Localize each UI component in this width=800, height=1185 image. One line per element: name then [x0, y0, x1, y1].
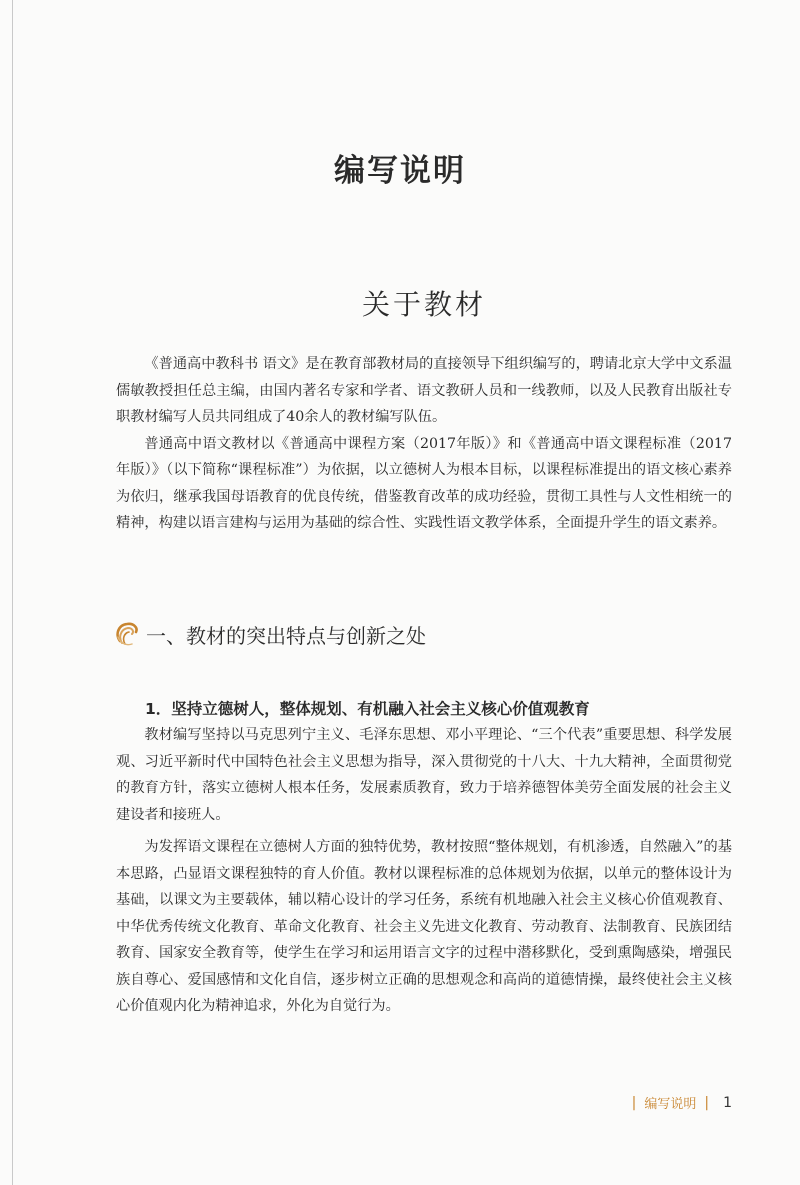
section-subheading: 1．坚持立德树人，整体规划、有机融入社会主义核心价值观教育: [145, 700, 590, 718]
page-title: 编写说明: [334, 153, 466, 189]
footer-separator: |: [704, 1094, 710, 1111]
intro-text: [116, 351, 732, 537]
swirl-icon: [112, 619, 142, 649]
footer-separator: |: [631, 1094, 637, 1111]
page-footer: [624, 1093, 732, 1112]
page-number: 1: [723, 1094, 732, 1111]
section-body: [116, 722, 732, 1020]
section-paragraph: 教材编写坚持以马克思列宁主义、毛泽东思想、邓小平理论、“三个代表”重要思想、科学发展观、习近平新时代中国特色社会主义思想为指导，深入贯彻党的十八大、十九大精神，全面贯彻党的教育方针，落实立德树人根本任务，发展素质教育，致力于培养德智体美劳全面发展的社会主义建设者和接班人。: [116, 727, 732, 823]
footer-label: 编写说明: [644, 1097, 697, 1112]
page-subtitle: 关于教材: [361, 288, 486, 321]
section-heading: [112, 616, 426, 652]
intro-paragraph: 《普通高中教科书 语文》是在教育部教材局的直接领导下组织编写的，聘请北京大学中文系温儒敏教授担任总主编，由国内著名专家和学者、语文教研人员和一线教师，以及人民教育出版社专职教材编写人员共同组成了40余人的教材编写队伍。: [116, 356, 732, 425]
intro-paragraph: 普通高中语文教材以《普通高中课程方案（2017年版）》和《普通高中语文课程标准（2017年版）》（以下简称“课程标准”）为依据，以立德树人为根本目标，以课程标准提出的语文核心素养为依归，继承我国母语教育的优良传统，借鉴教育改革的成功经验，贯彻工具性与人文性相统一的精神，构建以语言建构与运用为基础的综合性、实践性语文教学体系，全面提升学生的语文素养。: [116, 435, 732, 531]
section-paragraph: 为发挥语文课程在立德树人方面的独特优势，教材按照“整体规划，有机渗透，自然融入”的基本思路，凸显语文课程独特的育人价值。教材以课程标准的总体规划为依据，以单元的整体设计为基础，以课文为主要载体，辅以精心设计的学习任务，系统有机地融入社会主义核心价值观教育、中华优秀传统文化教育、革命文化教育、社会主义先进文化教育、劳动教育、法制教育、民族团结教育、国家安全教育等，使学生在学习和运用语言文字的过程中潜移默化，受到熏陶感染，增强民族自尊心、爱国感情和文化自信，逐步树立正确的思想观念和高尚的道德情操，最终使社会主义核心价值观内化为精神追求，外化为自觉行为。: [116, 839, 732, 1014]
section-heading-text: 一、教材的突出特点与创新之处: [146, 623, 426, 648]
